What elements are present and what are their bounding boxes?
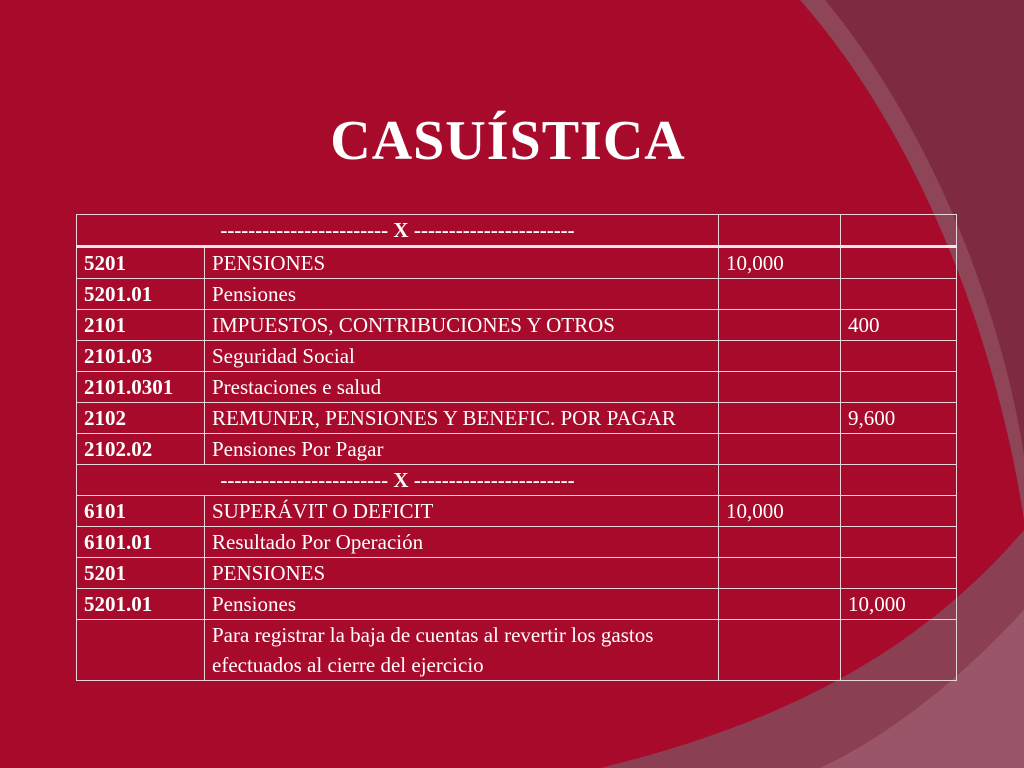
credit-cell bbox=[841, 558, 957, 589]
account-description: Seguridad Social bbox=[205, 341, 719, 372]
separator-label: ------------------------ X ----------------------- bbox=[77, 215, 719, 247]
debit-cell bbox=[719, 341, 841, 372]
account-code: 2102 bbox=[77, 403, 205, 434]
account-code: 2101 bbox=[77, 310, 205, 341]
debit-cell: 10,000 bbox=[719, 496, 841, 527]
debit-cell bbox=[719, 558, 841, 589]
debit-cell bbox=[719, 279, 841, 310]
debit-cell: 10,000 bbox=[719, 247, 841, 279]
account-description: PENSIONES bbox=[205, 247, 719, 279]
account-description: Prestaciones e salud bbox=[205, 372, 719, 403]
credit-cell: 10,000 bbox=[841, 589, 957, 620]
gloss-row bbox=[77, 620, 957, 681]
debit-cell bbox=[719, 620, 841, 681]
credit-cell bbox=[841, 434, 957, 465]
credit-cell bbox=[841, 341, 957, 372]
separator-label: ------------------------ X ----------------------- bbox=[77, 465, 719, 496]
debit-cell bbox=[719, 434, 841, 465]
account-description: SUPERÁVIT O DEFICIT bbox=[205, 496, 719, 527]
debit-cell bbox=[719, 372, 841, 403]
account-code: 2101.03 bbox=[77, 341, 205, 372]
debit-cell bbox=[719, 310, 841, 341]
table-row bbox=[77, 372, 957, 403]
account-description: PENSIONES bbox=[205, 558, 719, 589]
credit-cell: 400 bbox=[841, 310, 957, 341]
journal-entry-table bbox=[76, 214, 957, 681]
debit-cell bbox=[719, 589, 841, 620]
account-description: Pensiones bbox=[205, 589, 719, 620]
separator-row bbox=[77, 215, 957, 247]
account-code: 5201.01 bbox=[77, 589, 205, 620]
credit-cell: 9,600 bbox=[841, 403, 957, 434]
account-code bbox=[77, 620, 205, 681]
gloss-text: Para registrar la baja de cuentas al revertir los gastos efectuados al cierre del ejercicio bbox=[205, 620, 719, 681]
account-code: 6101 bbox=[77, 496, 205, 527]
slide-title: CASUÍSTICA bbox=[330, 110, 686, 172]
credit-cell bbox=[841, 372, 957, 403]
separator-row bbox=[77, 465, 957, 496]
credit-cell bbox=[841, 215, 957, 247]
debit-cell bbox=[719, 527, 841, 558]
table-row bbox=[77, 434, 957, 465]
account-code: 5201.01 bbox=[77, 279, 205, 310]
table-row bbox=[77, 496, 957, 527]
debit-cell bbox=[719, 403, 841, 434]
debit-cell bbox=[719, 465, 841, 496]
credit-cell bbox=[841, 527, 957, 558]
table-row bbox=[77, 279, 957, 310]
table-row bbox=[77, 527, 957, 558]
credit-cell bbox=[841, 620, 957, 681]
table-row bbox=[77, 341, 957, 372]
credit-cell bbox=[841, 465, 957, 496]
table-row bbox=[77, 310, 957, 341]
account-description: REMUNER, PENSIONES Y BENEFIC. POR PAGAR bbox=[205, 403, 719, 434]
credit-cell bbox=[841, 279, 957, 310]
debit-cell bbox=[719, 215, 841, 247]
account-description: IMPUESTOS, CONTRIBUCIONES Y OTROS bbox=[205, 310, 719, 341]
table-row bbox=[77, 589, 957, 620]
table-row bbox=[77, 558, 957, 589]
account-description: Pensiones Por Pagar bbox=[205, 434, 719, 465]
account-code: 5201 bbox=[77, 247, 205, 279]
table-row bbox=[77, 247, 957, 279]
account-code: 2102.02 bbox=[77, 434, 205, 465]
account-description: Pensiones bbox=[205, 279, 719, 310]
credit-cell bbox=[841, 496, 957, 527]
account-description: Resultado Por Operación bbox=[205, 527, 719, 558]
account-code: 5201 bbox=[77, 558, 205, 589]
table-row bbox=[77, 403, 957, 434]
account-code: 2101.0301 bbox=[77, 372, 205, 403]
credit-cell bbox=[841, 247, 957, 279]
account-code: 6101.01 bbox=[77, 527, 205, 558]
